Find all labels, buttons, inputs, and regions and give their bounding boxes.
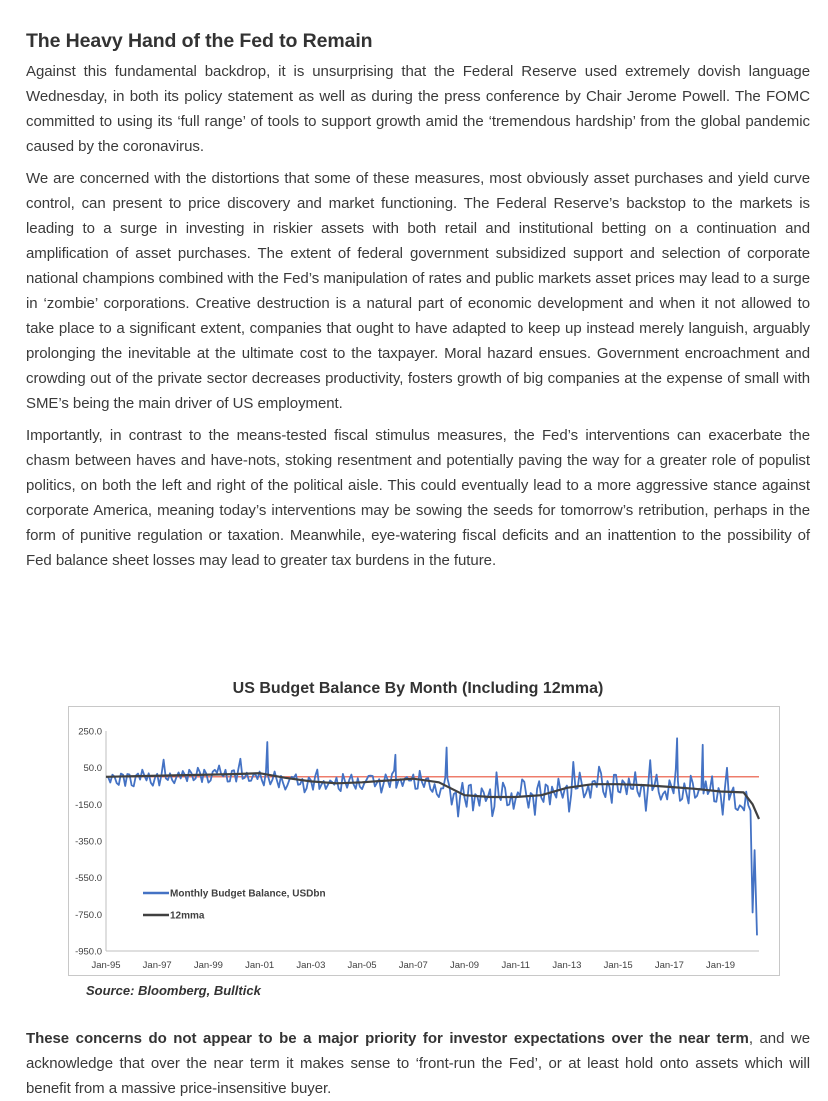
paragraph-2: We are concerned with the distortions that some of these measures, most obviously asset purchases and yield curve control, can present to price discovery and market functioning. The Federal Reserve’s backstop to the markets is leading to a surge in investing in riskier assets with both retail and institutional betting on a continuation and amplification of asset purchases. The extent of federal government subsidized support and selection of corporate national champions combined with the Fed’s manipulation of rates and public markets asset prices may lead to a surge in ‘zombie’ corporations. Creative destruction is a natural part of economic development and when it not allowed to take place to a significant extent, companies that ought to have adapted to keep up instead merely languish, arguably prolonging the inevitable at the ultimate cost to the taxpayer. Moral hazard ensues. Government encroachment and crowding out of the private sector decreases productivity, fosters growth of big companies at the expense of small with SME’s being the main driver of US employment. (26, 170, 810, 412)
y-tick-label: -950.0 (75, 946, 102, 958)
x-tick-label: Jan-11 (501, 960, 530, 971)
x-tick-label: Jan-17 (654, 960, 684, 971)
legend-label-12mma: 12mma (170, 910, 205, 922)
budget-balance-chart (68, 706, 780, 976)
x-tick-label: Jan-97 (142, 960, 172, 971)
x-tick-label: Jan-03 (296, 960, 326, 971)
x-tick-label: Jan-09 (449, 960, 480, 971)
y-tick-label: -550.0 (75, 873, 102, 885)
y-tick-label: -150.0 (75, 799, 102, 811)
closing-bold-text: These concerns do not appear to be a major priority for investor expectations over the near term (26, 1030, 749, 1047)
x-tick-label: Jan-13 (552, 960, 582, 971)
series-12mma (106, 773, 759, 819)
document-page (26, 30, 811, 1097)
x-tick-label: Jan-99 (193, 960, 223, 971)
x-tick-label: Jan-15 (603, 960, 633, 971)
chart-source-note: Source: Bloomberg, Bulltick (86, 983, 261, 998)
y-tick-label: 250.0 (78, 726, 102, 738)
section-heading: The Heavy Hand of the Fed to Remain (26, 30, 373, 52)
x-tick-label: Jan-95 (91, 960, 121, 971)
chart-title: US Budget Balance By Month (Including 12mma) (232, 680, 604, 697)
x-tick-label: Jan-05 (347, 960, 377, 971)
series-monthly-budget-balance (106, 738, 757, 935)
y-tick-label: 50.0 (83, 763, 102, 775)
x-tick-label: Jan-19 (706, 960, 736, 971)
closing-rest-text: , and we acknowledge that over the near term it makes sense to ‘front-run the Fed’, or at least hold onto assets which will benefit from a massive price-insensitive buyer. (26, 1030, 811, 1097)
y-tick-label: -350.0 (75, 836, 102, 848)
legend-label-monthly: Monthly Budget Balance, USDbn (170, 888, 326, 900)
y-tick-label: -750.0 (75, 909, 102, 921)
paragraph-1: Against this fundamental backdrop, it is unsurprising that the Federal Reserve used extremely dovish language Wednesday, in both its policy statement as well as during the press conference by Chair Jerome Powell. The FOMC committed to using its ‘full range’ of tools to support growth amid the ‘tremendous hardship’ from the global pandemic caused by the coronavirus. (26, 63, 810, 155)
x-tick-label: Jan-07 (398, 960, 428, 971)
paragraph-3: Importantly, in contrast to the means-tested fiscal stimulus measures, the Fed’s interventions can exacerbate the chasm between haves and have-nots, stoking resentment and potentially paving the way for a greater role of populist politics, on both the left and right of the political aisle. This could eventually lead to a more aggressive stance against corporate America, meaning today’s interventions may be sowing the seeds for tomorrow’s retribution, perhaps in the form of punitive regulation or taxation. Meanwhile, eye-watering fiscal deficits and an inattention to the possibility of Fed balance sheet losses may lead to greater tax burdens in the future. (26, 427, 810, 569)
chart-canvas (69, 707, 779, 975)
x-tick-label: Jan-01 (245, 960, 275, 971)
closing-paragraph (26, 1026, 810, 1101)
